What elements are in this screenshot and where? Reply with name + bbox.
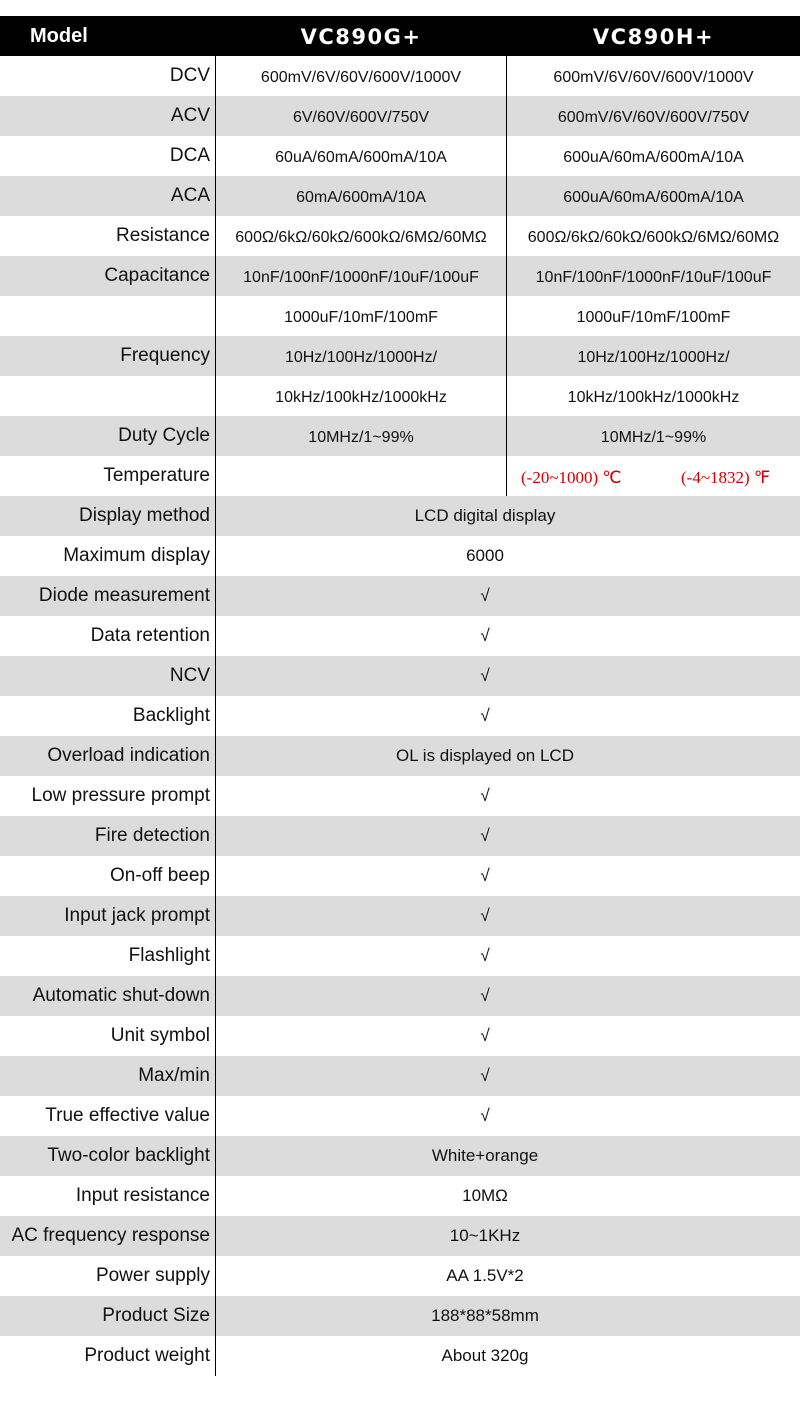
shared-value: LCD digital display bbox=[414, 506, 556, 525]
shared-value: √ bbox=[480, 826, 490, 845]
row-label: Backlight bbox=[132, 705, 210, 726]
table-row bbox=[0, 536, 800, 576]
row-label: DCA bbox=[169, 145, 210, 166]
vc890g-value: 600mV/6V/60V/600V/1000V bbox=[260, 69, 462, 86]
vc890g-value: 6V/60V/600V/750V bbox=[292, 109, 430, 126]
vc890h-value: 10MHz/1~99% bbox=[600, 429, 707, 446]
shared-value: 10~1KHz bbox=[449, 1226, 521, 1245]
table-row bbox=[0, 376, 800, 416]
table-row bbox=[0, 216, 800, 256]
shared-value: √ bbox=[480, 946, 490, 965]
row-label: Display method bbox=[79, 505, 210, 526]
table-row bbox=[0, 1336, 800, 1376]
vc890h-value: 600Ω/6kΩ/60kΩ/600kΩ/6MΩ/60MΩ bbox=[527, 229, 780, 246]
table-row bbox=[0, 256, 800, 296]
table-row bbox=[0, 56, 800, 96]
table-row bbox=[0, 976, 800, 1016]
table-row bbox=[0, 616, 800, 656]
shared-value: √ bbox=[480, 706, 490, 725]
shared-value: √ bbox=[480, 786, 490, 805]
row-label: Flashlight bbox=[128, 945, 210, 966]
column-divider bbox=[215, 56, 216, 1376]
row-label: Product Size bbox=[102, 1305, 210, 1326]
row-label: Unit symbol bbox=[110, 1025, 210, 1046]
row-label bbox=[0, 376, 210, 416]
vc890h-value: 10kHz/100kHz/1000kHz bbox=[567, 389, 740, 406]
vc890g-value: 1000uF/10mF/100mF bbox=[284, 309, 438, 326]
table-row bbox=[0, 1016, 800, 1056]
shared-value: √ bbox=[480, 626, 490, 645]
row-label: Maximum display bbox=[63, 545, 210, 566]
row-label: Input jack prompt bbox=[64, 905, 210, 926]
row-label: Data retention bbox=[90, 625, 210, 646]
shared-value: √ bbox=[480, 586, 490, 605]
table-row bbox=[0, 1176, 800, 1216]
shared-value: AA 1.5V*2 bbox=[446, 1266, 524, 1285]
vc890h-value: 600mV/6V/60V/600V/750V bbox=[557, 109, 750, 126]
row-label: Duty Cycle bbox=[118, 425, 210, 446]
row-label: Automatic shut-down bbox=[32, 985, 210, 1006]
row-label: On-off beep bbox=[109, 865, 210, 886]
vc890h-value: 600uA/60mA/600mA/10A bbox=[563, 189, 744, 206]
shared-value: √ bbox=[480, 1026, 490, 1045]
shared-value: OL is displayed on LCD bbox=[396, 746, 574, 765]
shared-value: √ bbox=[480, 1066, 490, 1085]
vc890g-value: 600Ω/6kΩ/60kΩ/600kΩ/6MΩ/60MΩ bbox=[235, 229, 487, 246]
row-label: Overload indication bbox=[47, 745, 210, 766]
row-label: Input resistance bbox=[75, 1185, 210, 1206]
table-row bbox=[0, 776, 800, 816]
table-row bbox=[0, 576, 800, 616]
shared-value: 6000 bbox=[466, 546, 504, 565]
shared-value: 188*88*58mm bbox=[431, 1306, 539, 1325]
table-row bbox=[0, 1216, 800, 1256]
vc890h-value: 1000uF/10mF/100mF bbox=[576, 309, 731, 326]
table-row-temperature bbox=[0, 456, 800, 496]
table-row bbox=[0, 1296, 800, 1336]
table-row bbox=[0, 936, 800, 976]
row-label: Low pressure prompt bbox=[31, 785, 210, 806]
shared-value: √ bbox=[480, 1106, 490, 1125]
table-row bbox=[0, 96, 800, 136]
header-vc890g: VC890G+ bbox=[300, 25, 422, 49]
shared-value: √ bbox=[480, 906, 490, 925]
vc890g-value: 60uA/60mA/600mA/10A bbox=[275, 149, 447, 166]
row-label: Power supply bbox=[95, 1265, 210, 1286]
row-label: Max/min bbox=[138, 1065, 210, 1086]
vc890h-value: 600uA/60mA/600mA/10A bbox=[563, 149, 744, 166]
table-row bbox=[0, 1136, 800, 1176]
shared-value: White+orange bbox=[431, 1146, 539, 1165]
row-label: Frequency bbox=[120, 345, 210, 366]
shared-value: About 320g bbox=[441, 1346, 529, 1365]
shared-value: 10MΩ bbox=[462, 1186, 508, 1205]
table-row bbox=[0, 856, 800, 896]
row-label: Resistance bbox=[116, 225, 210, 246]
vc890h-value: 10nF/100nF/1000nF/10uF/100uF bbox=[535, 269, 772, 286]
table-row bbox=[0, 896, 800, 936]
vc890h-value: 600mV/6V/60V/600V/1000V bbox=[553, 69, 754, 86]
fahrenheit-range: (-4~1832) ℉ bbox=[681, 468, 771, 487]
celsius-range: (-20~1000) ℃ bbox=[521, 468, 622, 487]
table-row bbox=[0, 696, 800, 736]
table-row bbox=[0, 656, 800, 696]
shared-value: √ bbox=[480, 666, 490, 685]
vc890g-value bbox=[216, 456, 506, 496]
table-row bbox=[0, 816, 800, 856]
vc890g-value: 10Hz/100Hz/1000Hz/ bbox=[284, 349, 438, 366]
header-model-label: Model bbox=[30, 25, 88, 47]
vc890g-value: 10nF/100nF/1000nF/10uF/100uF bbox=[243, 269, 479, 286]
model-column-divider bbox=[506, 56, 507, 496]
table-header bbox=[0, 16, 800, 56]
row-label: ACA bbox=[170, 185, 210, 206]
row-label: Capacitance bbox=[104, 265, 210, 286]
row-label: Temperature bbox=[103, 465, 210, 486]
shared-value: √ bbox=[480, 986, 490, 1005]
row-label bbox=[0, 296, 210, 336]
table-row bbox=[0, 496, 800, 536]
vc890g-value: 10MHz/1~99% bbox=[308, 429, 414, 446]
vc890h-value: 10Hz/100Hz/1000Hz/ bbox=[577, 349, 730, 366]
row-label: ACV bbox=[170, 105, 210, 126]
table-row bbox=[0, 176, 800, 216]
row-label: Two-color backlight bbox=[47, 1145, 210, 1166]
table-row bbox=[0, 1056, 800, 1096]
table-row bbox=[0, 1256, 800, 1296]
shared-value: √ bbox=[480, 866, 490, 885]
table-row bbox=[0, 136, 800, 176]
row-label: Product weight bbox=[84, 1345, 210, 1366]
table-row bbox=[0, 336, 800, 376]
table-row bbox=[0, 1096, 800, 1136]
vc890g-value: 10kHz/100kHz/1000kHz bbox=[275, 389, 447, 406]
table-row bbox=[0, 296, 800, 336]
vc890h-temperature-value bbox=[507, 456, 800, 496]
vc890g-value: 60mA/600mA/10A bbox=[296, 189, 426, 206]
row-label: True effective value bbox=[45, 1105, 210, 1126]
header-vc890h: VC890H+ bbox=[592, 25, 715, 49]
row-label: DCV bbox=[169, 65, 210, 86]
table-row bbox=[0, 416, 800, 456]
row-label: NCV bbox=[169, 665, 210, 686]
row-label: Fire detection bbox=[94, 825, 210, 846]
row-label: Diode measurement bbox=[38, 585, 210, 606]
table-row bbox=[0, 736, 800, 776]
row-label: AC frequency response bbox=[11, 1225, 210, 1246]
